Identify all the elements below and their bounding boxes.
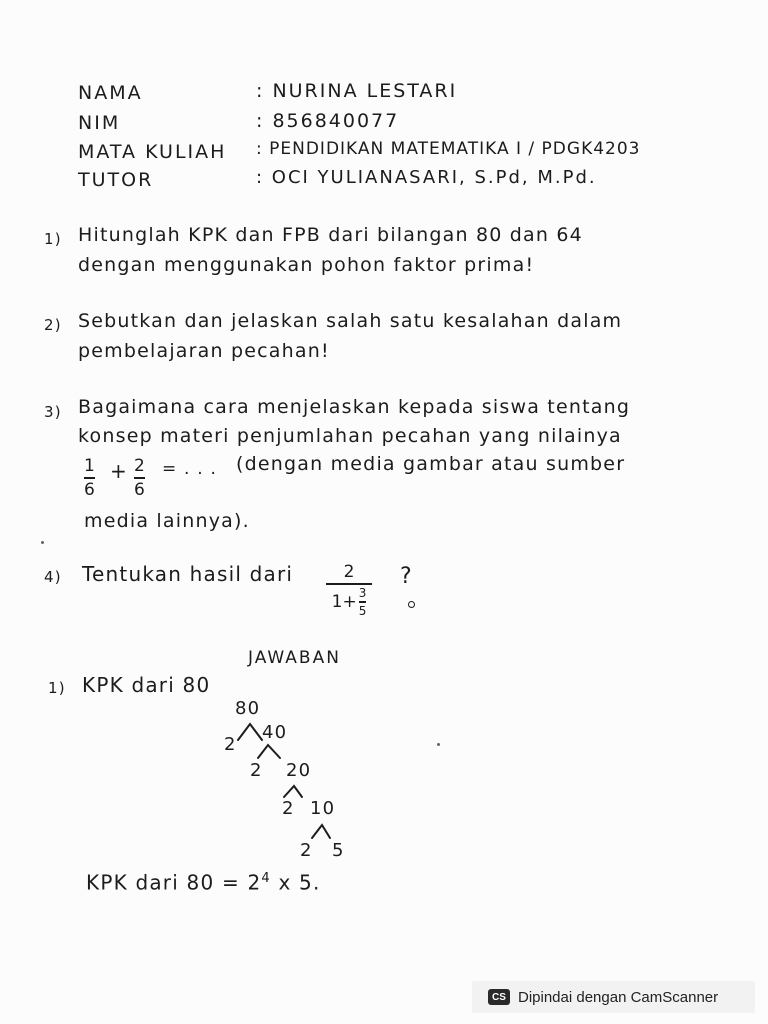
tree-node-40: 40 <box>262 722 288 743</box>
q3-fraction-1-denominator: 6 <box>84 480 95 500</box>
tree-branch-80 <box>238 724 262 740</box>
camscanner-badge <box>472 981 755 1013</box>
tree-root: 80 <box>235 698 261 719</box>
q4-denominator-prefix: 1+ <box>331 591 357 612</box>
q3-line1: Bagaimana cara menjelaskan kepada siswa tentang <box>78 396 631 418</box>
scan-speck <box>437 743 440 746</box>
result-suffix: x 5. <box>278 870 321 895</box>
q2-line1: Sebutkan dan jelaskan salah satu kesalahan dalam <box>78 310 623 332</box>
tree-node-20: 20 <box>286 760 312 781</box>
answer-1-heading: KPK dari 80 <box>82 673 211 697</box>
q3-number: 3) <box>44 403 62 421</box>
label-nim: NIM <box>78 112 121 134</box>
tree-leaf-2-b: 2 <box>250 760 263 781</box>
tree-leaf-5: 5 <box>332 840 345 861</box>
answer-title: JAWABAN <box>248 648 341 668</box>
tree-branch-20 <box>284 786 302 797</box>
scan-mark <box>408 601 415 608</box>
result-prefix: KPK dari 80 = 2 <box>86 870 262 895</box>
q3-fraction-2-numerator: 2 <box>134 456 145 476</box>
q2-number: 2) <box>44 316 62 334</box>
q3-plus-sign: + <box>110 459 128 483</box>
q4-inner-numerator: 3 <box>358 586 367 600</box>
tree-node-10: 10 <box>310 798 336 819</box>
q3-fraction-1-numerator: 1 <box>84 456 95 476</box>
camscanner-text: Dipindai dengan CamScanner <box>518 988 719 1006</box>
answer-1-number: 1) <box>48 679 66 697</box>
q3-line4: media lainnya). <box>84 510 250 532</box>
tree-leaf-2-d: 2 <box>300 840 313 861</box>
q3-fraction-2-denominator: 6 <box>134 480 145 500</box>
label-tutor: TUTOR <box>78 169 154 191</box>
q4-text: Tentukan hasil dari <box>82 562 294 586</box>
tree-leaf-2-c: 2 <box>282 798 295 819</box>
q1-number: 1) <box>44 230 62 248</box>
q1-line1: Hitunglah KPK dan FPB dari bilangan 80 dan 64 <box>78 224 583 246</box>
value-nama: : NURINA LESTARI <box>256 80 458 102</box>
answer-1-result <box>86 872 321 893</box>
camscanner-logo-icon: CS <box>488 989 510 1005</box>
q4-numerator: 2 <box>343 562 355 582</box>
q1-line2: dengan menggunakan pohon faktor prima! <box>78 254 535 276</box>
tree-branch-40 <box>258 745 280 758</box>
result-exponent: 4 <box>261 871 271 886</box>
q4-number: 4) <box>44 568 62 586</box>
q3-line3: (dengan media gambar atau sumber <box>236 453 626 475</box>
label-mata-kuliah: MATA KULIAH <box>78 141 227 163</box>
value-nim: : 856840077 <box>256 110 400 132</box>
q2-line2: pembelajaran pecahan! <box>78 340 330 362</box>
value-mata-kuliah: : PENDIDIKAN MATEMATIKA I / PDGK4203 <box>256 139 641 159</box>
q3-line2: konsep materi penjumlahan pecahan yang nilainya <box>78 425 622 447</box>
tree-branch-10 <box>312 825 330 838</box>
q3-equals: = . . . <box>162 459 218 479</box>
value-tutor: : OCI YULIANASARI, S.Pd, M.Pd. <box>256 167 597 188</box>
scan-speck <box>41 541 44 544</box>
label-nama: NAMA <box>78 82 143 104</box>
tree-leaf-2-a: 2 <box>224 734 237 755</box>
q4-question-mark: ? <box>400 564 413 589</box>
q4-inner-denominator: 5 <box>358 603 367 618</box>
